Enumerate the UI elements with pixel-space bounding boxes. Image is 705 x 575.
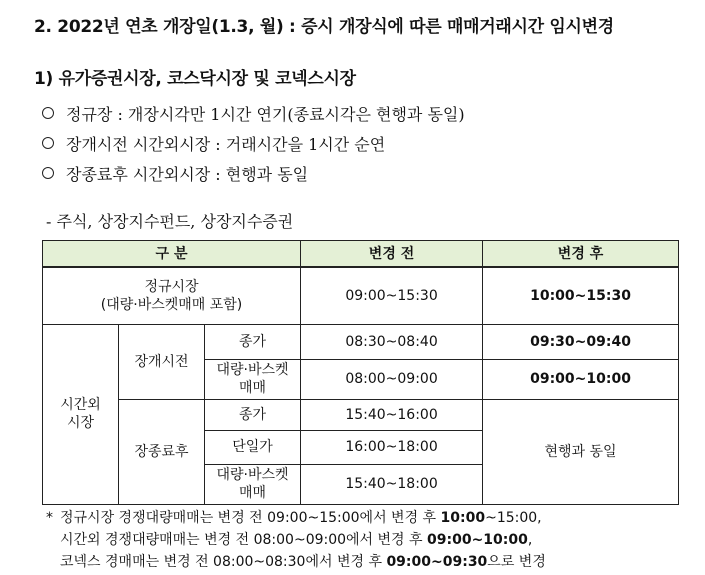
trading-hours-table: [42, 240, 679, 505]
post-close-before: 16:00~18:00: [301, 430, 483, 464]
circle-bullet-icon: [42, 137, 54, 149]
pre-open-label: 장개시전: [119, 324, 205, 399]
pre-open-before: 08:30~08:40: [301, 324, 483, 359]
footnote-line: 코넥스 경매매는 변경 전 08:00~08:30에서 변경 후 09:00~09:30으로 변경: [60, 554, 546, 570]
footnote-line: 시간외 경쟁대량매매는 변경 전 08:00~09:00에서 변경 후 09:00~10:00,: [60, 532, 533, 548]
after-hours-label: 시간외 시장: [43, 324, 119, 504]
table-caption: - 주식, 상장지수펀드, 상장지수증권: [46, 212, 294, 231]
table-row: [43, 399, 679, 430]
header-before: 변경 전: [301, 241, 483, 268]
circle-bullet-icon: [42, 107, 54, 119]
regular-before: 09:00~15:30: [301, 267, 483, 324]
session-type: 대량·바스켓 매매: [205, 464, 301, 504]
session-type: 종가: [205, 399, 301, 430]
summary-bullet-list: [42, 103, 465, 193]
post-close-before: 15:40~16:00: [301, 399, 483, 430]
post-close-after: 현행과 동일: [483, 399, 679, 504]
table-row: [43, 324, 679, 359]
regular-market-label: 정규시장 (대량·바스켓매매 포함): [43, 267, 301, 324]
pre-open-before: 08:00~09:00: [301, 359, 483, 399]
bullet-item: 장종료후 시간외시장 : 현행과 동일: [42, 163, 465, 193]
pre-open-after: 09:00~10:00: [483, 359, 679, 399]
post-close-before: 15:40~18:00: [301, 464, 483, 504]
session-type: 종가: [205, 324, 301, 359]
session-type: 단일가: [205, 430, 301, 464]
bullet-item: 장개시전 시간외시장 : 거래시간을 1시간 순연: [42, 133, 465, 163]
footnote-line: * 정규시장 경쟁대량매매는 변경 전 09:00~15:00에서 변경 후 10:00~15:00,: [46, 510, 542, 526]
post-close-label: 장종료후: [119, 399, 205, 504]
subsection-heading: 1) 유가증권시장, 코스닥시장 및 코넥스시장: [34, 69, 356, 89]
pre-open-after: 09:30~09:40: [483, 324, 679, 359]
regular-after: 10:00~15:30: [483, 267, 679, 324]
circle-bullet-icon: [42, 167, 54, 179]
header-after: 변경 후: [483, 241, 679, 268]
table-row: [43, 267, 679, 324]
session-type: 대량·바스켓 매매: [205, 359, 301, 399]
section-heading: 2. 2022년 연초 개장일(1.3, 월) : 증시 개장식에 따른 매매거래시간 임시변경: [34, 17, 614, 37]
table-header-row: [43, 241, 679, 268]
bullet-item: 정규장 : 개장시각만 1시간 연기(종료시각은 현행과 동일): [42, 103, 465, 133]
header-category: 구 분: [43, 241, 301, 268]
footnote: [46, 507, 546, 573]
